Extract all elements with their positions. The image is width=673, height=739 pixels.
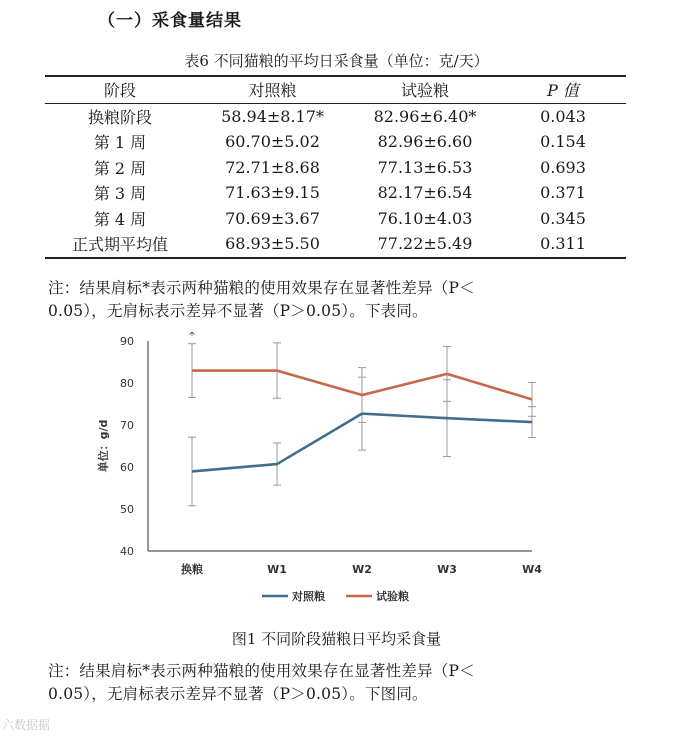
- figure-note-line-2: 0.05），无肩标表示差异不显著（P＞0.05）。下图同。: [48, 685, 428, 703]
- table-caption: 表6 不同猫粮的平均日采食量（单位：克/天）: [184, 52, 489, 70]
- cell-test: 82.17±6.54: [377, 183, 473, 203]
- significance-marker: *: [188, 332, 196, 344]
- cell-test: 82.96±6.40*: [373, 106, 477, 126]
- x-tick-label: 换粮: [181, 563, 203, 576]
- column-header-control: 对照粮: [248, 81, 297, 101]
- cell-control: 72.71±8.68: [225, 157, 320, 177]
- chart-container: [92, 332, 562, 621]
- table-note: [48, 277, 648, 323]
- cell-p-value: 0.345: [540, 208, 586, 228]
- cell-test: 77.22±5.49: [377, 234, 473, 254]
- figure-caption: 图1 不同阶段猫粮日平均采食量: [231, 630, 442, 648]
- cell-control: 68.93±5.50: [225, 234, 320, 254]
- cell-control: 71.63±9.15: [225, 183, 320, 203]
- column-header-test: 试验粮: [400, 81, 449, 101]
- cell-stage: 第 2 周: [93, 158, 147, 178]
- cell-p-value: 0.693: [540, 157, 586, 177]
- table-row: [45, 206, 626, 232]
- data-table: [45, 75, 626, 259]
- section-title: （一）采食量结果: [98, 11, 242, 31]
- cell-p-value: 0.371: [540, 183, 586, 203]
- x-tick-label: W2: [352, 563, 372, 576]
- cell-stage: 正式期平均值: [71, 235, 168, 255]
- table-row: [45, 129, 626, 155]
- x-tick-label: W3: [437, 563, 457, 576]
- y-tick-label: 50: [120, 503, 134, 516]
- y-axis-label: 单位：g/d: [97, 419, 110, 473]
- y-tick-label: 90: [120, 335, 134, 348]
- column-header-p-value: P 值: [547, 81, 579, 101]
- cell-control: 60.70±5.02: [225, 132, 320, 152]
- y-tick-label: 60: [120, 461, 134, 474]
- legend-label: 对照粮: [292, 590, 325, 603]
- x-tick-label: W1: [267, 563, 287, 576]
- cell-test: 77.13±6.53: [377, 157, 473, 177]
- cell-control: 70.69±3.67: [225, 208, 320, 228]
- cell-p-value: 0.154: [540, 132, 586, 152]
- cell-test: 82.96±6.60: [377, 132, 473, 152]
- cell-stage: 第 1 周: [93, 133, 147, 153]
- table-row: [45, 103, 626, 129]
- cell-stage: 第 3 周: [93, 184, 147, 204]
- table-header-row: [45, 76, 626, 103]
- cell-test: 76.10±4.03: [377, 208, 473, 228]
- y-tick-label: 70: [120, 419, 134, 432]
- data-table-container: [45, 75, 626, 259]
- cell-p-value: 0.311: [540, 234, 586, 254]
- column-header-stage: 阶段: [103, 81, 136, 101]
- table-note-line-2: 0.05），无肩标表示差异不显著（P＞0.05）。下表同。: [48, 302, 428, 320]
- table-note-line-1: 注：结果肩标*表示两种猫粮的使用效果存在显著性差异（P＜: [48, 279, 475, 297]
- cell-control: 58.94±8.17*: [221, 106, 324, 126]
- watermark-text: 六数据据: [2, 718, 51, 732]
- y-tick-label: 80: [120, 377, 134, 390]
- table-row: [45, 231, 626, 258]
- line-chart: [92, 332, 562, 617]
- figure-note: [48, 660, 648, 706]
- figure-note-line-1: 注：结果肩标*表示两种猫粮的使用效果存在显著性差异（P＜: [48, 662, 475, 680]
- cell-stage: 第 4 周: [93, 209, 147, 229]
- table-row: [45, 180, 626, 206]
- table-row: [45, 155, 626, 181]
- y-tick-label: 40: [120, 545, 134, 558]
- x-tick-label: W4: [522, 563, 542, 576]
- cell-p-value: 0.043: [540, 106, 586, 126]
- cell-stage: 换粮阶段: [87, 107, 152, 127]
- legend-label: 试验粮: [376, 590, 409, 603]
- table-body: [45, 103, 626, 258]
